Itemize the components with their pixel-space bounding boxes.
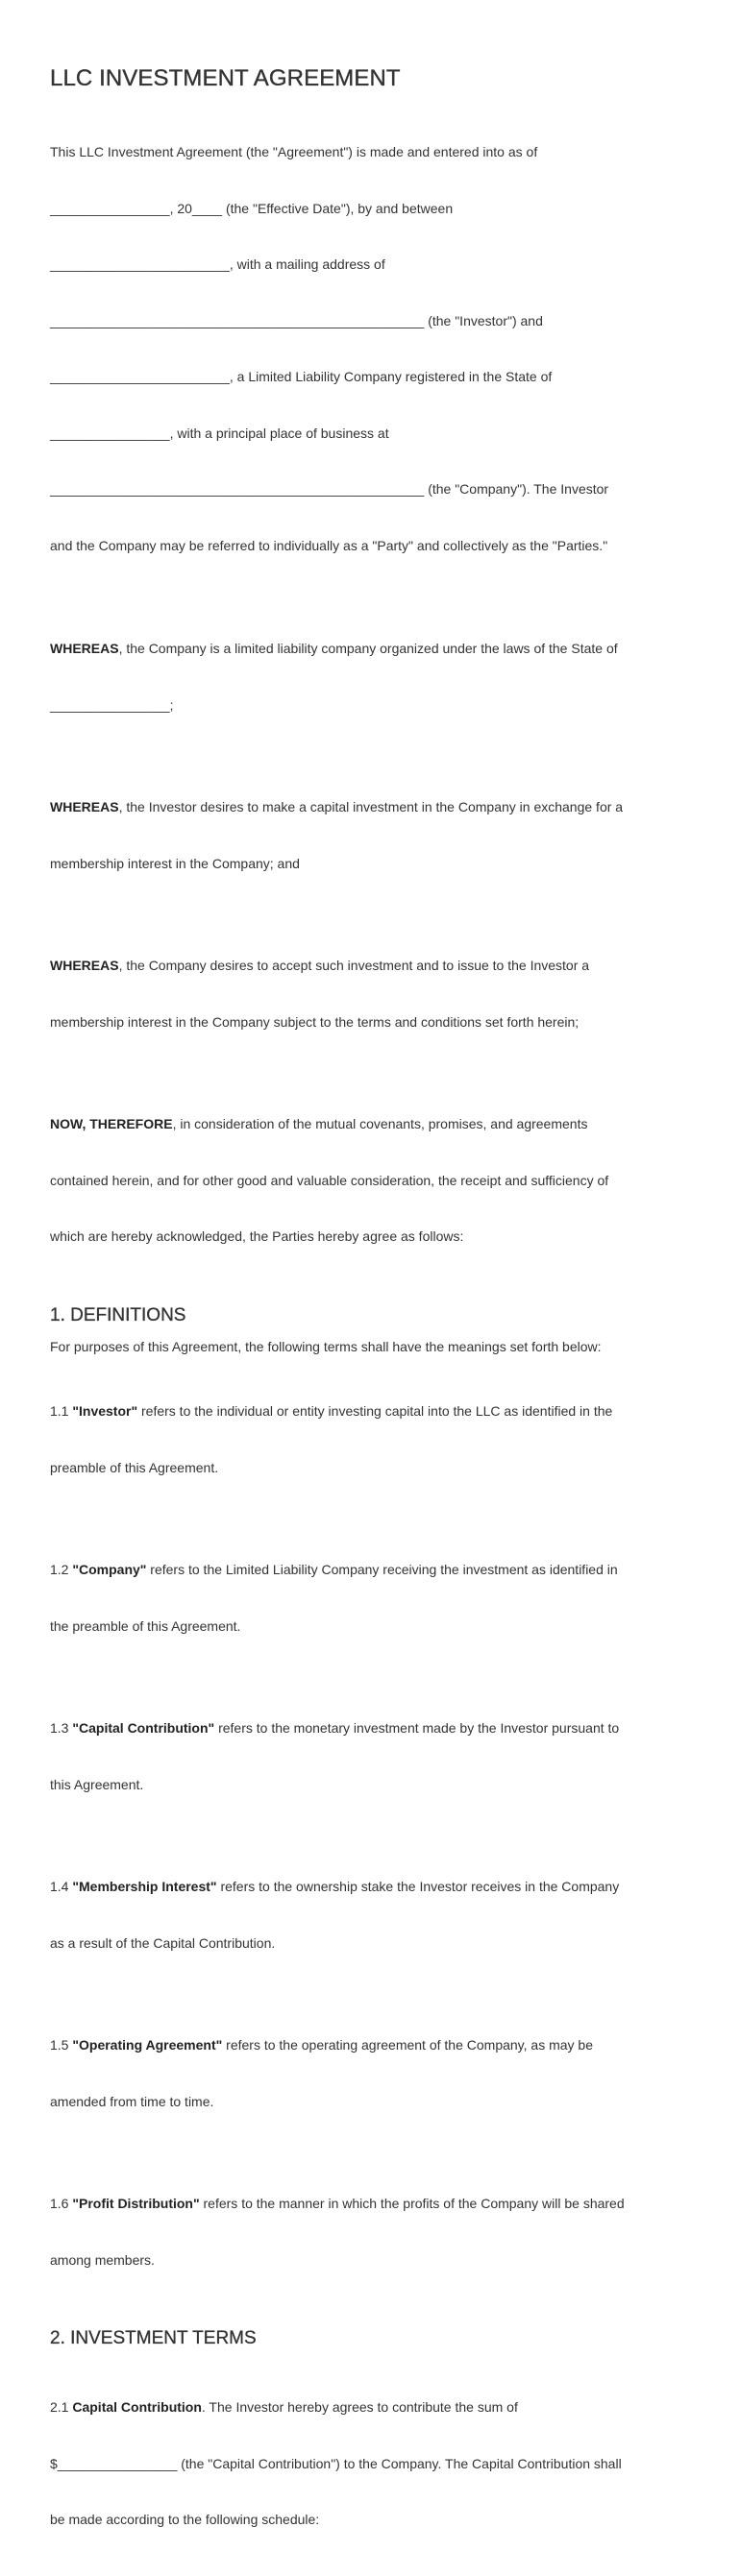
recital-text: ________________; (50, 696, 174, 713)
definition-term: "Capital Contribution" (72, 1720, 215, 1736)
definition-text: refers to the monetary investment made by the Investor pursuant to (214, 1720, 620, 1736)
definition-text: refers to the operating agreement of the Company, as may be (222, 2037, 593, 2053)
definition-text: refers to the Limited Liability Company receiving the investment as identified in (146, 1562, 618, 1577)
investment-term-item (50, 2361, 694, 2567)
definition-term: "Company" (72, 1562, 147, 1577)
definition-number: 1.3 (50, 1720, 73, 1736)
definition-text: amended from time to time. (50, 2093, 214, 2109)
definition-number: 1.2 (50, 1562, 73, 1577)
preamble-line: ________________, with a principal place of business at (50, 425, 389, 441)
definition-number: 1.4 (50, 1879, 73, 1894)
recital-lead: WHEREAS (50, 641, 119, 656)
preamble-line: __________________________________________________ (the "Company"). The Investor (50, 481, 609, 497)
definition-item (50, 1840, 694, 1990)
recital-text: , in consideration of the mutual covenants, promises, and agreements (172, 1116, 588, 1131)
recital-paragraph (50, 602, 694, 752)
recital-paragraph (50, 919, 694, 1069)
definition-term: "Profit Distribution" (72, 2196, 200, 2211)
recital-lead: WHEREAS (50, 958, 119, 973)
preamble-line: ________________________, a Limited Liability Company registered in the State of (50, 369, 553, 384)
definition-number: 1.1 (50, 1403, 73, 1419)
now-therefore-paragraph (50, 1078, 694, 1284)
definition-term: "Membership Interest" (72, 1879, 217, 1894)
definition-item (50, 1523, 694, 1673)
preamble-paragraph (50, 106, 694, 593)
definition-text: refers to the ownership stake the Investor receives in the Company (216, 1879, 620, 1894)
definition-item (50, 1682, 694, 1832)
document-title: LLC INVESTMENT AGREEMENT (50, 65, 401, 91)
term-text: $________________ (the "Capital Contribution") to the Company. The Capital Contribution shall (50, 2455, 622, 2471)
term-title: Capital Contribution (72, 2399, 202, 2415)
recital-text: , the Company desires to accept such investment and to issue to the Investor a (118, 958, 590, 973)
definitions-intro: For purposes of this Agreement, the following terms shall have the meanings set forth below: (50, 1338, 602, 1354)
term-number: 2.1 (50, 2399, 73, 2415)
preamble-line: This LLC Investment Agreement (the "Agreement") is made and entered into as of (50, 144, 538, 159)
preamble-line: ________________________, with a mailing address of (50, 256, 385, 272)
definition-item (50, 1365, 694, 1515)
definition-item (50, 2157, 694, 2307)
definition-text: refers to the individual or entity investing capital into the LLC as identified in the (137, 1403, 613, 1419)
recital-text: , the Company is a limited liability company organized under the laws of the State of (118, 641, 618, 656)
definition-text: refers to the manner in which the profits of the Company will be shared (199, 2196, 625, 2211)
preamble-line: __________________________________________________ (the "Investor") and (50, 312, 543, 328)
definition-text: the preamble of this Agreement. (50, 1617, 241, 1634)
section-heading-definitions: 1. DEFINITIONS (50, 1304, 186, 1325)
definition-number: 1.5 (50, 2037, 73, 2053)
preamble-line: ________________, 20____ (the "Effective Date"), by and between (50, 200, 454, 216)
definition-item (50, 1999, 694, 2149)
recital-text: which are hereby acknowledged, the Parties hereby agree as follows: (50, 1228, 464, 1244)
section-heading-investment-terms: 2. INVESTMENT TERMS (50, 2328, 257, 2348)
recital-text: , the Investor desires to make a capital investment in the Company in exchange for a (118, 799, 624, 814)
term-text: be made according to the following schedule: (50, 2512, 320, 2527)
definition-number: 1.6 (50, 2196, 73, 2211)
document-page (50, 65, 694, 2576)
recital-text: membership interest in the Company; and (50, 855, 300, 871)
recital-lead: WHEREAS (50, 799, 119, 814)
definition-text: among members. (50, 2251, 155, 2268)
definition-text: this Agreement. (50, 1776, 144, 1792)
recital-text: membership interest in the Company subject to the terms and conditions set forth herein; (50, 1013, 580, 1030)
recital-lead: NOW, THEREFORE (50, 1116, 173, 1131)
definition-text: as a result of the Capital Contribution. (50, 1934, 276, 1951)
term-text: . The Investor hereby agrees to contribute the sum of (201, 2399, 518, 2415)
definition-term: "Investor" (72, 1403, 138, 1419)
recital-paragraph (50, 761, 694, 911)
definition-text: preamble of this Agreement. (50, 1459, 219, 1475)
recital-text: contained herein, and for other good and valuable consideration, the receipt and sufficiency of (50, 1172, 609, 1188)
definition-term: "Operating Agreement" (72, 2037, 223, 2053)
preamble-line: and the Company may be referred to individually as a "Party" and collectively as the "Parties." (50, 537, 608, 553)
